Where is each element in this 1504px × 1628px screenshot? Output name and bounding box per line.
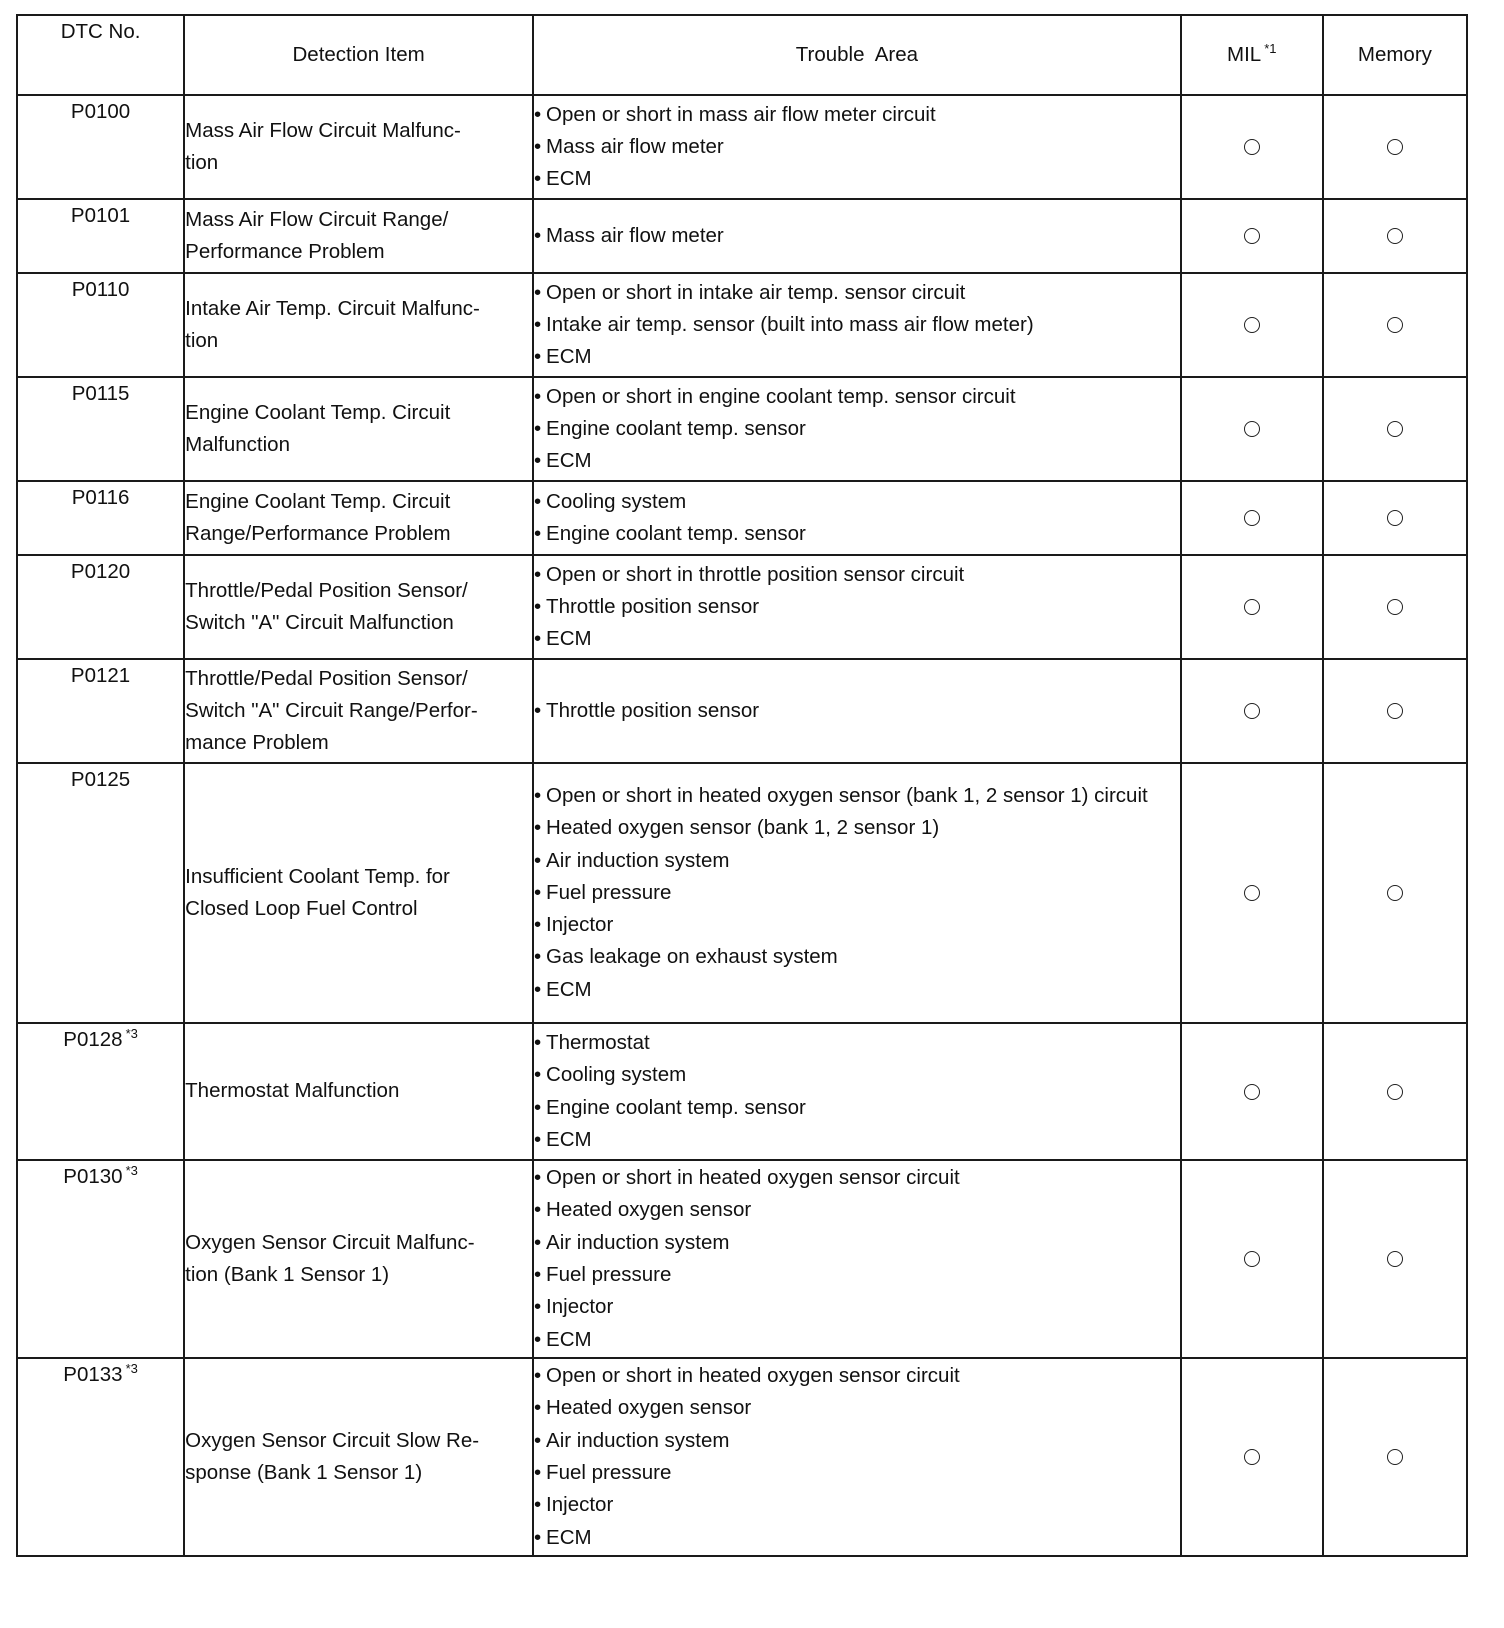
memory-cell [1323,1023,1467,1160]
table-row [17,1160,1467,1358]
trouble-area-text: ECM [546,167,592,191]
table-row [17,1358,1467,1556]
memory-cell [1323,273,1467,377]
bullet-icon: • [534,880,542,904]
trouble-area-cell [533,1358,1181,1556]
dtc-code: P0110 [71,278,130,301]
memory-cell [1323,1358,1467,1556]
memory-circle-icon [1387,228,1403,244]
table-row [17,555,1467,659]
trouble-area-text: Cooling system [546,489,687,513]
bullet-icon: • [534,1198,542,1222]
trouble-area-text: Throttle position sensor [546,698,760,722]
dtc-code: P0101 [70,204,131,227]
dtc-code-cell [17,199,184,273]
dtc-code-cell [17,377,184,481]
bullet-icon: • [534,1030,542,1054]
detection-item-cell [184,481,533,555]
trouble-area-item [534,220,1180,252]
trouble-area-item [534,445,1180,477]
bullet-icon: • [534,102,542,126]
detection-item-line: Throttle/Pedal Position Sensor/ [185,666,468,690]
trouble-area-item [534,1027,1180,1059]
trouble-area-item [534,341,1180,373]
memory-cell [1323,199,1467,273]
trouble-area-text: Fuel pressure [546,1263,672,1286]
detection-item-line: Performance Problem [185,240,385,263]
detection-item-line: tion (Bank 1 Sensor 1) [185,1263,390,1286]
bullet-icon: • [534,1095,542,1119]
mil-footnote-marker: *1 [1264,40,1277,56]
detection-item-line: Malfunction [185,433,290,456]
mil-circle-icon [1244,885,1260,901]
bullet-icon: • [534,1295,542,1319]
detection-item-line: Intake Air Temp. Circuit Malfunc- [185,296,480,320]
dtc-code-cell [17,555,184,659]
mil-cell [1181,763,1323,1023]
memory-cell [1323,1160,1467,1358]
dtc-footnote-marker: *3 [125,1163,138,1178]
trouble-area-text: Intake air temp. sensor (built into mass air flow meter) [546,312,1034,336]
detection-item-line: Switch "A" Circuit Range/Perfor- [185,698,478,722]
bullet-icon: • [534,134,542,158]
trouble-area-text: Air induction system [546,848,730,872]
mil-circle-icon [1244,703,1260,719]
table-row [17,659,1467,763]
dtc-code: P0133 [63,1363,123,1386]
bullet-icon: • [534,627,542,651]
detection-item-line: Engine Coolant Temp. Circuit [185,400,451,424]
mil-cell [1181,659,1323,763]
bullet-icon: • [534,848,542,872]
mil-circle-icon [1244,1084,1260,1100]
mil-circle-icon [1244,510,1260,526]
memory-cell [1323,377,1467,481]
trouble-area-text: Gas leakage on exhaust system [546,945,838,969]
trouble-area-text: Injector [546,1295,614,1319]
trouble-area-cell [533,555,1181,659]
trouble-area-text: Injector [546,913,614,937]
table-row [17,273,1467,377]
trouble-area-item [534,518,1180,550]
trouble-area-item [534,1259,1180,1291]
bullet-icon: • [534,345,542,369]
trouble-area-text: Air induction system [546,1428,730,1452]
header-mil: MIL $^{*1}$ [1181,15,1323,95]
memory-circle-icon [1387,599,1403,615]
trouble-area-item [534,1291,1180,1323]
detection-item-line: Oxygen Sensor Circuit Slow Re- [185,1428,480,1452]
bullet-icon: • [534,1230,542,1254]
trouble-area-text: Heated oxygen sensor [546,1198,752,1222]
memory-cell [1323,95,1467,199]
trouble-area-item [534,99,1180,131]
trouble-area-cell [533,1023,1181,1160]
trouble-area-item [534,559,1180,591]
bullet-icon: • [534,1327,542,1351]
memory-circle-icon [1387,703,1403,719]
dtc-code-cell [17,1160,184,1358]
bullet-icon: • [534,1493,542,1517]
trouble-area-item [534,1324,1180,1356]
trouble-area-text: ECM [546,1525,592,1549]
trouble-area-cell [533,481,1181,555]
trouble-area-text: Open or short in heated oxygen sensor circuit [546,1166,960,1190]
trouble-area-item [534,1227,1180,1259]
bullet-icon: • [534,913,542,937]
detection-item-cell [184,1358,533,1556]
dtc-code: P0125 [70,768,131,791]
trouble-area-item [534,1522,1180,1554]
memory-circle-icon [1387,139,1403,155]
bullet-icon: • [534,167,542,191]
dtc-code-cell [17,763,184,1023]
bullet-icon: • [534,1127,542,1151]
dtc-code-cell [17,273,184,377]
bullet-icon: • [534,1428,542,1452]
dtc-code-cell [17,1023,184,1160]
trouble-area-text: Engine coolant temp. sensor [546,416,806,440]
bullet-icon: • [534,1063,542,1087]
trouble-area-text: Air induction system [546,1230,730,1254]
bullet-icon: • [534,562,542,586]
header-detection-item: Detection Item [184,15,533,95]
table-row [17,95,1467,199]
trouble-area-text: ECM [546,627,592,651]
trouble-area-item [534,845,1180,877]
mil-cell [1181,377,1323,481]
bullet-icon: • [534,1263,542,1286]
dtc-code: P0115 [71,382,130,405]
bullet-icon: • [534,223,542,247]
trouble-area-item [534,1425,1180,1457]
mil-cell [1181,1358,1323,1556]
memory-cell [1323,659,1467,763]
trouble-area-item [534,163,1180,195]
table-body [17,95,1467,1556]
trouble-area-text: ECM [546,1327,592,1351]
mil-cell [1181,555,1323,659]
trouble-area-text: Open or short in heated oxygen sensor (bank 1, 2 sensor 1) circuit [546,783,1148,807]
memory-circle-icon [1387,421,1403,437]
trouble-area-cell [533,95,1181,199]
detection-item-line: Throttle/Pedal Position Sensor/ [185,578,468,602]
detection-item-cell [184,95,533,199]
bullet-icon: • [534,945,542,969]
detection-item-line: tion [185,151,219,174]
trouble-area-item [534,381,1180,413]
mil-cell [1181,481,1323,555]
memory-circle-icon [1387,510,1403,526]
detection-item-line: Closed Loop Fuel Control [185,897,418,920]
trouble-area-item [534,277,1180,309]
trouble-area-text: Cooling system [546,1063,687,1087]
trouble-area-item [534,1092,1180,1124]
dtc-code: P0121 [70,664,131,687]
detection-item-line: Mass Air Flow Circuit Range/ [185,207,449,231]
mil-cell [1181,95,1323,199]
detection-item-line: Range/Performance Problem [185,522,451,545]
table-row [17,1023,1467,1160]
dtc-code: P0100 [70,100,131,123]
header-dtc-no: DTC No. [17,15,184,95]
trouble-area-item [534,591,1180,623]
trouble-area-text: Thermostat [546,1030,650,1054]
memory-circle-icon [1387,1251,1403,1267]
mil-cell [1181,1023,1323,1160]
detection-item-cell [184,377,533,481]
dtc-code: P0130 [63,1165,123,1188]
trouble-area-item [534,974,1180,1006]
table-row [17,199,1467,273]
bullet-icon: • [534,698,542,722]
header-memory: Memory [1323,15,1467,95]
mil-circle-icon [1244,1449,1260,1465]
detection-item-cell [184,659,533,763]
bullet-icon: • [534,1525,542,1549]
bullet-icon: • [534,1364,542,1388]
trouble-area-text: Open or short in throttle position sensor circuit [546,562,965,586]
trouble-area-cell [533,763,1181,1023]
mil-circle-icon [1244,1251,1260,1267]
trouble-area-text: Heated oxygen sensor [546,1396,752,1420]
memory-cell [1323,555,1467,659]
trouble-area-item [534,780,1180,812]
bullet-icon: • [534,594,542,618]
mil-circle-icon [1244,228,1260,244]
trouble-area-item [534,1457,1180,1489]
memory-cell [1323,481,1467,555]
bullet-icon: • [534,489,542,513]
detection-item-line: Thermostat Malfunction [185,1079,400,1103]
mil-cell [1181,1160,1323,1358]
trouble-area-text: Mass air flow meter [546,223,724,247]
detection-item-cell [184,555,533,659]
bullet-icon: • [534,384,542,408]
bullet-icon: • [534,522,542,545]
mil-circle-icon [1244,317,1260,333]
trouble-area-item [534,413,1180,445]
table-row [17,377,1467,481]
dtc-code-cell [17,95,184,199]
dtc-code-cell [17,1358,184,1556]
dtc-code: P0128 [63,1028,123,1051]
bullet-icon: • [534,280,542,304]
header-trouble-area: Trouble Area [533,15,1181,95]
bullet-icon: • [534,312,542,336]
dtc-code: P0120 [70,560,131,583]
detection-item-line: Mass Air Flow Circuit Malfunc- [185,118,461,142]
detection-item-line: mance Problem [185,731,329,755]
mil-circle-icon [1244,139,1260,155]
trouble-area-text: ECM [546,1127,592,1151]
bullet-icon: • [534,1396,542,1420]
trouble-area-item [534,1392,1180,1424]
bullet-icon: • [534,977,542,1001]
trouble-area-item [534,1162,1180,1194]
trouble-area-item [534,812,1180,844]
trouble-area-item [534,1360,1180,1392]
trouble-area-text: Open or short in engine coolant temp. sensor circuit [546,384,1016,408]
table-row [17,763,1467,1023]
memory-cell [1323,763,1467,1023]
bullet-icon: • [534,416,542,440]
mil-circle-icon [1244,599,1260,615]
trouble-area-item [534,1124,1180,1156]
memory-circle-icon [1387,1449,1403,1465]
trouble-area-text: Injector [546,1493,614,1517]
mil-circle-icon [1244,421,1260,437]
trouble-area-item [534,877,1180,909]
detection-item-line: tion [185,329,219,352]
trouble-area-text: Engine coolant temp. sensor [546,1095,806,1119]
detection-item-cell [184,1160,533,1358]
trouble-area-cell [533,659,1181,763]
dtc-code: P0116 [71,486,130,509]
detection-item-cell [184,1023,533,1160]
trouble-area-text: Mass air flow meter [546,134,724,158]
trouble-area-text: Fuel pressure [546,880,672,904]
memory-circle-icon [1387,885,1403,901]
trouble-area-item [534,131,1180,163]
trouble-area-item [534,1059,1180,1091]
trouble-area-cell [533,377,1181,481]
trouble-area-item [534,1194,1180,1226]
detection-item-line: Switch "A" Circuit Malfunction [185,611,454,634]
trouble-area-text: Engine coolant temp. sensor [546,522,806,545]
trouble-area-item [534,695,1180,727]
trouble-area-text: ECM [546,449,592,473]
dtc-footnote-marker: *3 [125,1026,138,1041]
trouble-area-text: ECM [546,345,592,369]
trouble-area-text: Throttle position sensor [546,594,760,618]
trouble-area-text: Fuel pressure [546,1461,672,1484]
trouble-area-cell [533,1160,1181,1358]
table-header-row [17,15,1467,95]
trouble-area-cell [533,273,1181,377]
dtc-table [16,14,1468,1557]
bullet-icon: • [534,449,542,473]
bullet-icon: • [534,816,542,840]
bullet-icon: • [534,1166,542,1190]
dtc-code-cell [17,481,184,555]
trouble-area-item [534,486,1180,518]
bullet-icon: • [534,783,542,807]
trouble-area-text: Open or short in heated oxygen sensor circuit [546,1364,960,1388]
mil-cell [1181,199,1323,273]
detection-item-cell [184,199,533,273]
trouble-area-item [534,941,1180,973]
trouble-area-text: Open or short in mass air flow meter circuit [546,102,936,126]
trouble-area-text: Open or short in intake air temp. sensor circuit [546,280,966,304]
mil-cell [1181,273,1323,377]
trouble-area-item [534,909,1180,941]
trouble-area-cell [533,199,1181,273]
memory-circle-icon [1387,1084,1403,1100]
bullet-icon: • [534,1461,542,1484]
memory-circle-icon [1387,317,1403,333]
trouble-area-item [534,309,1180,341]
detection-item-cell [184,273,533,377]
trouble-area-item [534,1489,1180,1521]
detection-item-cell [184,763,533,1023]
trouble-area-text: ECM [546,977,592,1001]
dtc-footnote-marker: *3 [125,1361,138,1376]
table-row [17,481,1467,555]
detection-item-line: Engine Coolant Temp. Circuit [185,489,451,513]
trouble-area-item [534,623,1180,655]
detection-item-line: sponse (Bank 1 Sensor 1) [185,1461,423,1484]
detection-item-line: Insufficient Coolant Temp. for [185,864,450,888]
dtc-code-cell [17,659,184,763]
detection-item-line: Oxygen Sensor Circuit Malfunc- [185,1230,475,1254]
trouble-area-text: Heated oxygen sensor (bank 1, 2 sensor 1) [546,816,940,840]
